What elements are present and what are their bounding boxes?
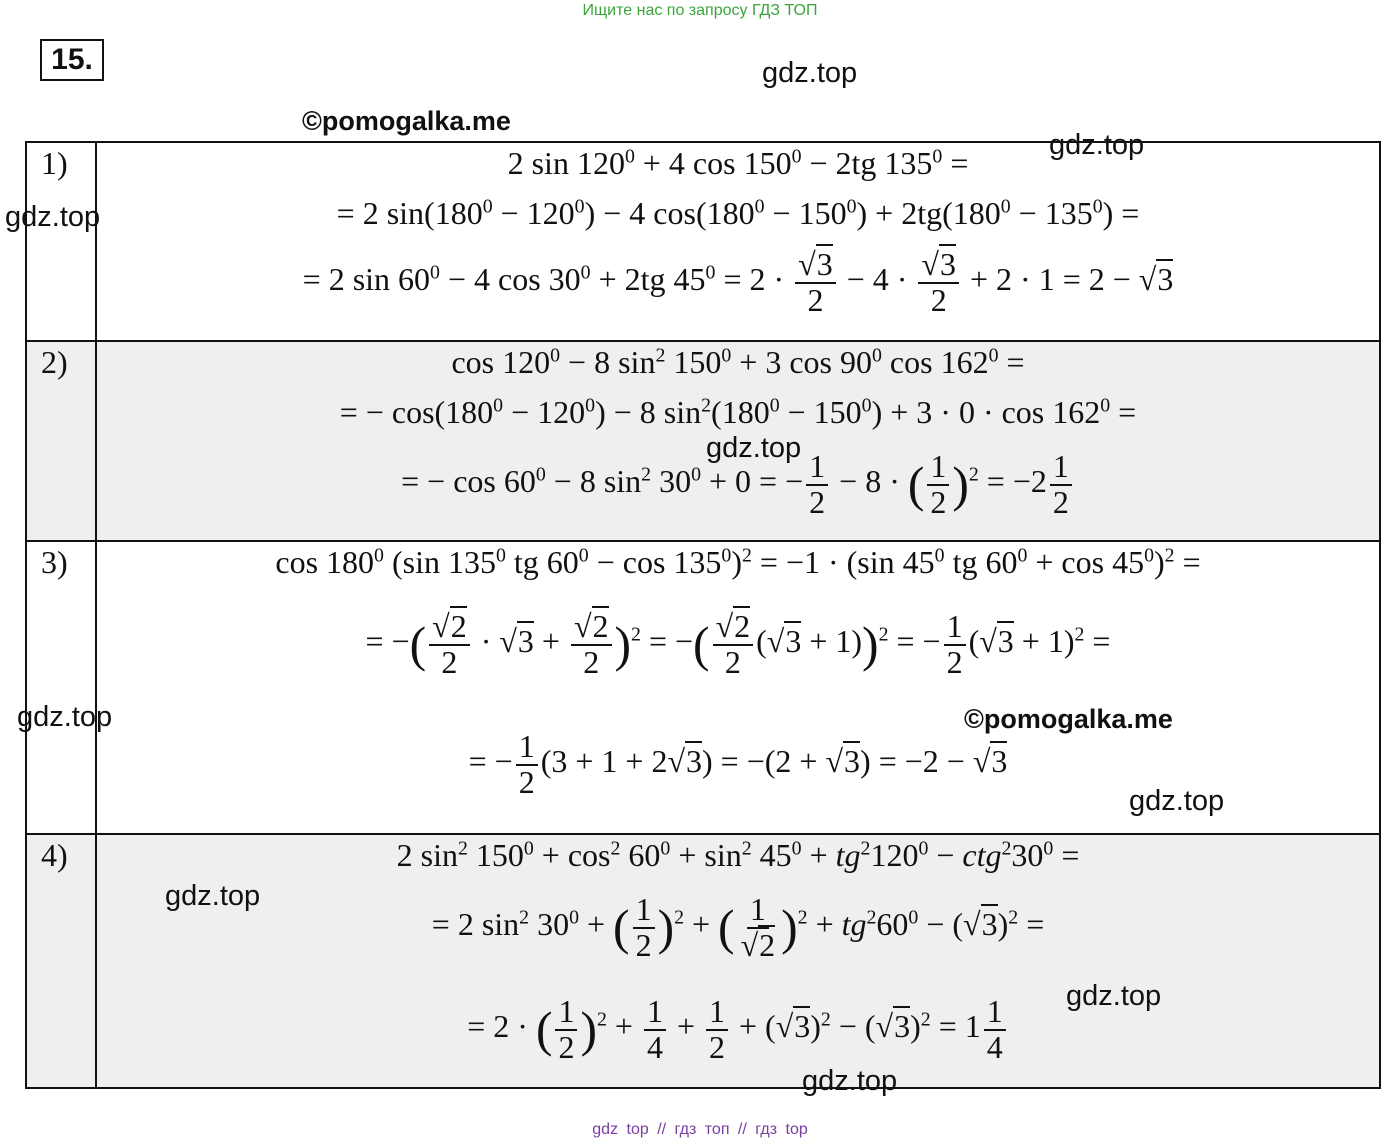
row-number-cell xyxy=(27,342,97,540)
watermark-pomogalka: ©pomogalka.me xyxy=(964,704,1173,734)
watermark-gdz: gdz.top xyxy=(165,880,261,912)
footer-links: gdz top // гдз топ // гдз top xyxy=(592,1121,808,1138)
math-line: 2 $\sin 120^0 + 4$ $\cos 150^0 - 2tg$ $135^0$ = xyxy=(507,145,969,181)
math-line: = 2 $\sin^2 30^0$ + ( $\frac{1}{2}$ )$^2$ + ( $\frac{1}{√2}$ )$^2 + tg^260^0 - (√3)^2$ = xyxy=(431,891,1045,963)
math-line: = − $\cos(180^0 - 120^0) - 8$ $\sin^2(180^0 - 150^0) + 3 \cdot 0 \cdot \cos 162^0$ = xyxy=(339,394,1137,430)
row-number-cell xyxy=(27,143,97,340)
math-line: 2 $\sin^2 150^0 + \cos^2 60^0 + \sin^2 45^0 + tg^2120^0 - ctg^230^0$ = xyxy=(396,837,1080,873)
math-line: = − $\cos 60^0 - 8$ $\sin^2 30^0 + 0$ = − $\frac{1}{2}$ − 8 · ( $\frac{1}{2}$ )$^2$ = −2 $\frac{1}{2}$ xyxy=(97,450,1379,519)
watermark-gdz: gdz.top xyxy=(1129,785,1225,817)
table-row xyxy=(27,143,1379,342)
watermark-gdz: gdz.top xyxy=(802,1065,898,1097)
watermark-gdz: gdz.top xyxy=(1049,129,1145,161)
math-line: = 2 $\sin 60^0 - 4$ $\cos 30^0 + 2tg$ $45^0 = 2$ · $\frac{√3}{2}$ − 4 · $\frac{√3}{2}$ + 2 · 1 = 2 − √3 xyxy=(302,246,1174,318)
row-number: 3) xyxy=(41,544,68,580)
watermark-pomogalka: ©pomogalka.me xyxy=(302,106,511,136)
solution-table xyxy=(25,141,1381,1089)
watermark-gdz: gdz.top xyxy=(1066,980,1162,1012)
row-number: 2) xyxy=(41,344,68,380)
search-banner: Ищите нас по запросу ГДЗ ТОП xyxy=(582,2,818,19)
row-number-cell xyxy=(27,835,97,1087)
row-number: 1) xyxy=(41,145,68,181)
watermark-gdz: gdz.top xyxy=(706,432,802,464)
watermark-gdz: gdz.top xyxy=(762,57,858,89)
math-line: = − $\frac{1}{2}$ (3 + 1 + 2√3) = −(2 + √3) = −2 − √3 xyxy=(468,728,1008,800)
math-line: = −( $\frac{√2}{2}$ · √3 + $\frac{√2}{2}$ )$^2$ = −( $\frac{√2}{2}$ (√3 + 1))$^2$ = − $\frac{1}{2}$ $(√3 + 1)^2$ = xyxy=(365,608,1111,680)
math-line: = 2 · ( $\frac{1}{2}$ )$^2$ + $\frac{1}{4}$ + $\frac{1}{2}$ + $(√3)^2 - (√3)^2 = 1$ $\frac{1}{4}$ xyxy=(97,995,1379,1064)
math-line: $\cos 120^0 - 8$ $\sin^2 150^0 + 3$ $\cos 90^0$ $\cos 162^0$ = xyxy=(451,344,1025,380)
row-number-cell xyxy=(27,542,97,833)
watermark-gdz: gdz.top xyxy=(5,201,101,233)
row-number: 4) xyxy=(41,837,68,873)
watermark-gdz: gdz.top xyxy=(17,701,113,733)
table-row xyxy=(27,342,1379,542)
math-line: $\cos 180^0$ (sin $135^0$ tg $60^0 - \cos 135^0)^2 = -1 \cdot (\sin$ $45^0$ tg $60^0 + \cos 45^0)^2$ = xyxy=(275,544,1201,580)
math-line: = 2 $\sin(180^0 - 120^0) - 4$ $\cos(180^0 - 150^0) + 2tg(180^0 - 135^0)$ = xyxy=(336,195,1140,231)
task-number: 15. xyxy=(40,39,104,81)
table-row xyxy=(27,835,1379,1087)
